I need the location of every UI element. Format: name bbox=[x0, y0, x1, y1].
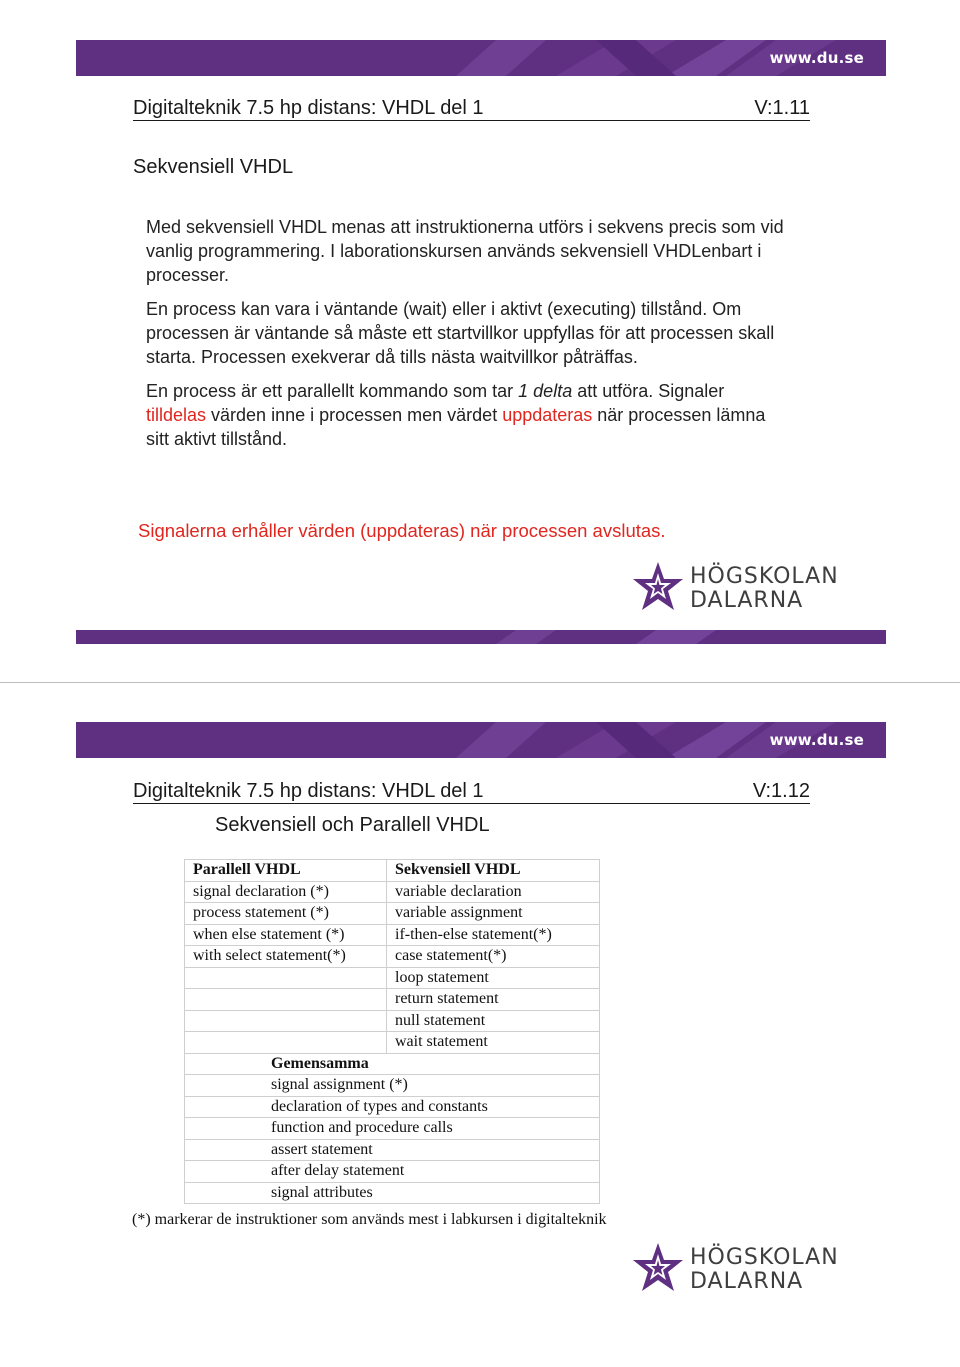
shared-cell: assert statement bbox=[185, 1139, 600, 1161]
column-header-parallel: Parallell VHDL bbox=[185, 860, 387, 882]
slide-header bbox=[133, 779, 810, 804]
site-url: www.du.se bbox=[769, 731, 864, 749]
paragraph-1: Med sekvensiell VHDL menas att instruktionerna utförs i sekvens precis som vid vanlig programmering. I laborationskursen används sekvensiell VHDLenbart i processer. bbox=[146, 217, 784, 285]
star-logo-icon bbox=[630, 1241, 686, 1297]
shared-cell: signal assignment (*) bbox=[185, 1075, 600, 1097]
table-header-row bbox=[185, 860, 600, 882]
sequential-cell: case statement(*) bbox=[387, 946, 600, 968]
logo-line-1: HÖGSKOLAN bbox=[690, 564, 839, 589]
slide-body bbox=[146, 215, 786, 461]
logo-line-2: DALARNA bbox=[690, 588, 804, 613]
parallel-cell bbox=[185, 989, 387, 1011]
sequential-cell: wait statement bbox=[387, 1032, 600, 1054]
slide-title: Sekvensiell VHDL bbox=[133, 156, 294, 178]
table-row bbox=[185, 1010, 600, 1032]
sequential-cell: loop statement bbox=[387, 967, 600, 989]
parallel-cell: when else statement (*) bbox=[185, 924, 387, 946]
shared-row bbox=[185, 1075, 600, 1097]
shared-row bbox=[185, 1182, 600, 1204]
table-row bbox=[185, 967, 600, 989]
sequential-cell: return statement bbox=[387, 989, 600, 1011]
university-logo bbox=[630, 1241, 870, 1301]
shared-cell: function and procedure calls bbox=[185, 1118, 600, 1140]
paragraph-3: En process är ett parallellt kommando som tar 1 delta att utföra. Signaler tilldelas värden inne i processen men värdet uppdateras när processen lämna sitt aktivt tillstånd. bbox=[146, 381, 766, 449]
parallel-cell: signal declaration (*) bbox=[185, 881, 387, 903]
table-row bbox=[185, 881, 600, 903]
footnote: (*) markerar de instruktioner som används mest i labkursen i digitalteknik bbox=[132, 1211, 607, 1228]
table-row bbox=[185, 924, 600, 946]
sequential-cell: variable assignment bbox=[387, 903, 600, 925]
table-row bbox=[185, 903, 600, 925]
bottom-banner bbox=[76, 630, 886, 644]
slide-title: Sekvensiell och Parallell VHDL bbox=[215, 814, 490, 836]
parallel-cell bbox=[185, 1010, 387, 1032]
shared-header: Gemensamma bbox=[185, 1053, 600, 1075]
paragraph-2: En process kan vara i väntande (wait) eller i aktivt (executing) tillstånd. Om processen är väntande så måste ett startvillkor uppfyllas för att processen skall starta. Processen exekverar då tills nästa waitvillkor påträffas. bbox=[146, 299, 775, 367]
shared-row bbox=[185, 1139, 600, 1161]
table-row bbox=[185, 946, 600, 968]
university-logo bbox=[630, 560, 870, 620]
parallel-cell bbox=[185, 1032, 387, 1054]
logo-line-2: DALARNA bbox=[690, 1269, 804, 1294]
parallel-cell: process statement (*) bbox=[185, 903, 387, 925]
conclusion-text: Signalerna erhåller värden (uppdateras) när processen avslutas. bbox=[138, 520, 666, 541]
shared-row bbox=[185, 1161, 600, 1183]
banner-pattern bbox=[76, 40, 886, 76]
slide-1 bbox=[0, 0, 960, 682]
logo-line-1: HÖGSKOLAN bbox=[690, 1245, 839, 1270]
banner-pattern bbox=[76, 722, 886, 758]
slide-header bbox=[133, 96, 810, 121]
top-banner bbox=[76, 722, 886, 758]
version-label: V:1.12 bbox=[752, 780, 810, 802]
sequential-cell: if-then-else statement(*) bbox=[387, 924, 600, 946]
shared-cell: signal attributes bbox=[185, 1182, 600, 1204]
shared-header-row bbox=[185, 1053, 600, 1075]
shared-row bbox=[185, 1118, 600, 1140]
vhdl-comparison-table bbox=[184, 859, 600, 1204]
table-row bbox=[185, 989, 600, 1011]
course-title: Digitalteknik 7.5 hp distans: VHDL del 1 bbox=[133, 97, 484, 119]
sequential-cell: null statement bbox=[387, 1010, 600, 1032]
shared-row bbox=[185, 1096, 600, 1118]
sequential-cell: variable declaration bbox=[387, 881, 600, 903]
parallel-cell bbox=[185, 967, 387, 989]
course-title: Digitalteknik 7.5 hp distans: VHDL del 1 bbox=[133, 780, 484, 802]
shared-cell: declaration of types and constants bbox=[185, 1096, 600, 1118]
table-row bbox=[185, 1032, 600, 1054]
banner-pattern bbox=[76, 630, 886, 644]
version-label: V:1.11 bbox=[754, 97, 810, 119]
slide-2 bbox=[0, 683, 960, 1367]
site-url: www.du.se bbox=[769, 49, 864, 67]
parallel-cell: with select statement(*) bbox=[185, 946, 387, 968]
star-logo-icon bbox=[630, 560, 686, 616]
column-header-sequential: Sekvensiell VHDL bbox=[387, 860, 600, 882]
top-banner bbox=[76, 40, 886, 76]
shared-cell: after delay statement bbox=[185, 1161, 600, 1183]
